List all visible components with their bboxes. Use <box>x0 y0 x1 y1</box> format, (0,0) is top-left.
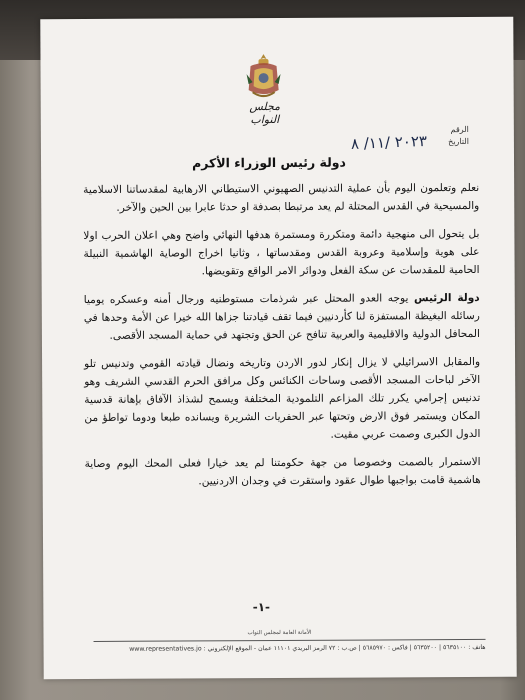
salutation: دولة رئيس الوزراء الأكرم <box>192 154 346 171</box>
date-label: التاريخ <box>448 137 469 147</box>
handwritten-date: ٢٠٢٣ /١١/ ٨ <box>350 131 428 153</box>
paragraph-3-text: يوجه العدو المحتل عبر شرذمات مستوطنيه ورجال أمنه وعسكره يوميا رسائله البغيظة المستفزة لنا كأردنيين فيما تقف قيادتنا جزاها الله خيرا عن الأمة وحدها في المحافل الدولية والاقليمية والعربية تنافح عن الحق وتجتهد في حماية المسجد الأقصى. <box>83 292 480 342</box>
letter-page <box>40 17 516 679</box>
footer-divider <box>94 639 486 642</box>
footer-org-name: الأمانة العامة لمجلس النواب <box>247 629 312 637</box>
paragraph-3-lead: دولة الرئيس <box>413 291 480 305</box>
letter-body <box>83 179 481 501</box>
institution-name: مجلس النواب <box>249 99 281 127</box>
paragraph-4: والمقابل الاسرائيلي لا يزال إنكار لدور الاردن وتاريخه ونضال قيادته القومي وتدنيس تلو الآخر لباحات المسجد الأقصى وساحات الكنائس وكل مرافق الحرم القدسي الشريف وهو تدنيس إجرامي يكرر تلك المزاعم التلمودية المختلفة ويسمح لشذاذ الآفاق بإهانة قدسية المكان ويستمر فوق الارض وتحتها عبر الحفريات الشريرة ويسانده طبعا ودوما تواطؤ من الدول الكبرى وصمت عربي مقيت. <box>84 355 481 441</box>
paragraph-5: الاستمرار بالصمت وخصوصا من جهة حكومتنا لم يعد خيارا فعلى المحك اليوم وصاية هاشمية قامت بواجبها طوال عقود واستقرت في وجدان الاردنيين. <box>84 455 481 488</box>
footer-contact: هاتف : ٥٦٣٥١٠٠ | ٥٦٣٥٢٠٠ | فاكس : ٥٦٨٥٩٧٠ | ص.ب : ٧٢ الرمز البريدي ١١١٠١ عمان - الموقع الإلكتروني : www.representatives.jo <box>129 643 486 653</box>
ref-label: الرقم <box>450 125 469 135</box>
paragraph-3 <box>84 289 480 345</box>
hashemite-crest-icon <box>242 52 284 102</box>
page-number: -١- <box>252 600 271 615</box>
paragraph-2: بل يتحول الى منهجية دائمة ومتكررة ومستمرة هدفها النهائي واضح وهي اعلان الحرب اولا على هوية وإسلامية وعروبة القدس ومقدساتها ، وثانيا اخراج الوصاية الهاشمية النبيلة الحامية للمقدسات عن سكة الفعل ودوائر الامر الواقع وتقويضها. <box>83 227 480 278</box>
paragraph-1: نعلم وتعلمون اليوم بأن عملية التدنيس الصهيوني الاستيطاني الارهابية لمقدساتنا الاسلامية والمسيحية في القدس المحتلة لم يعد مرتبطا بصدفة او حدثا عابرا بين الحين والآخر. <box>83 181 480 214</box>
